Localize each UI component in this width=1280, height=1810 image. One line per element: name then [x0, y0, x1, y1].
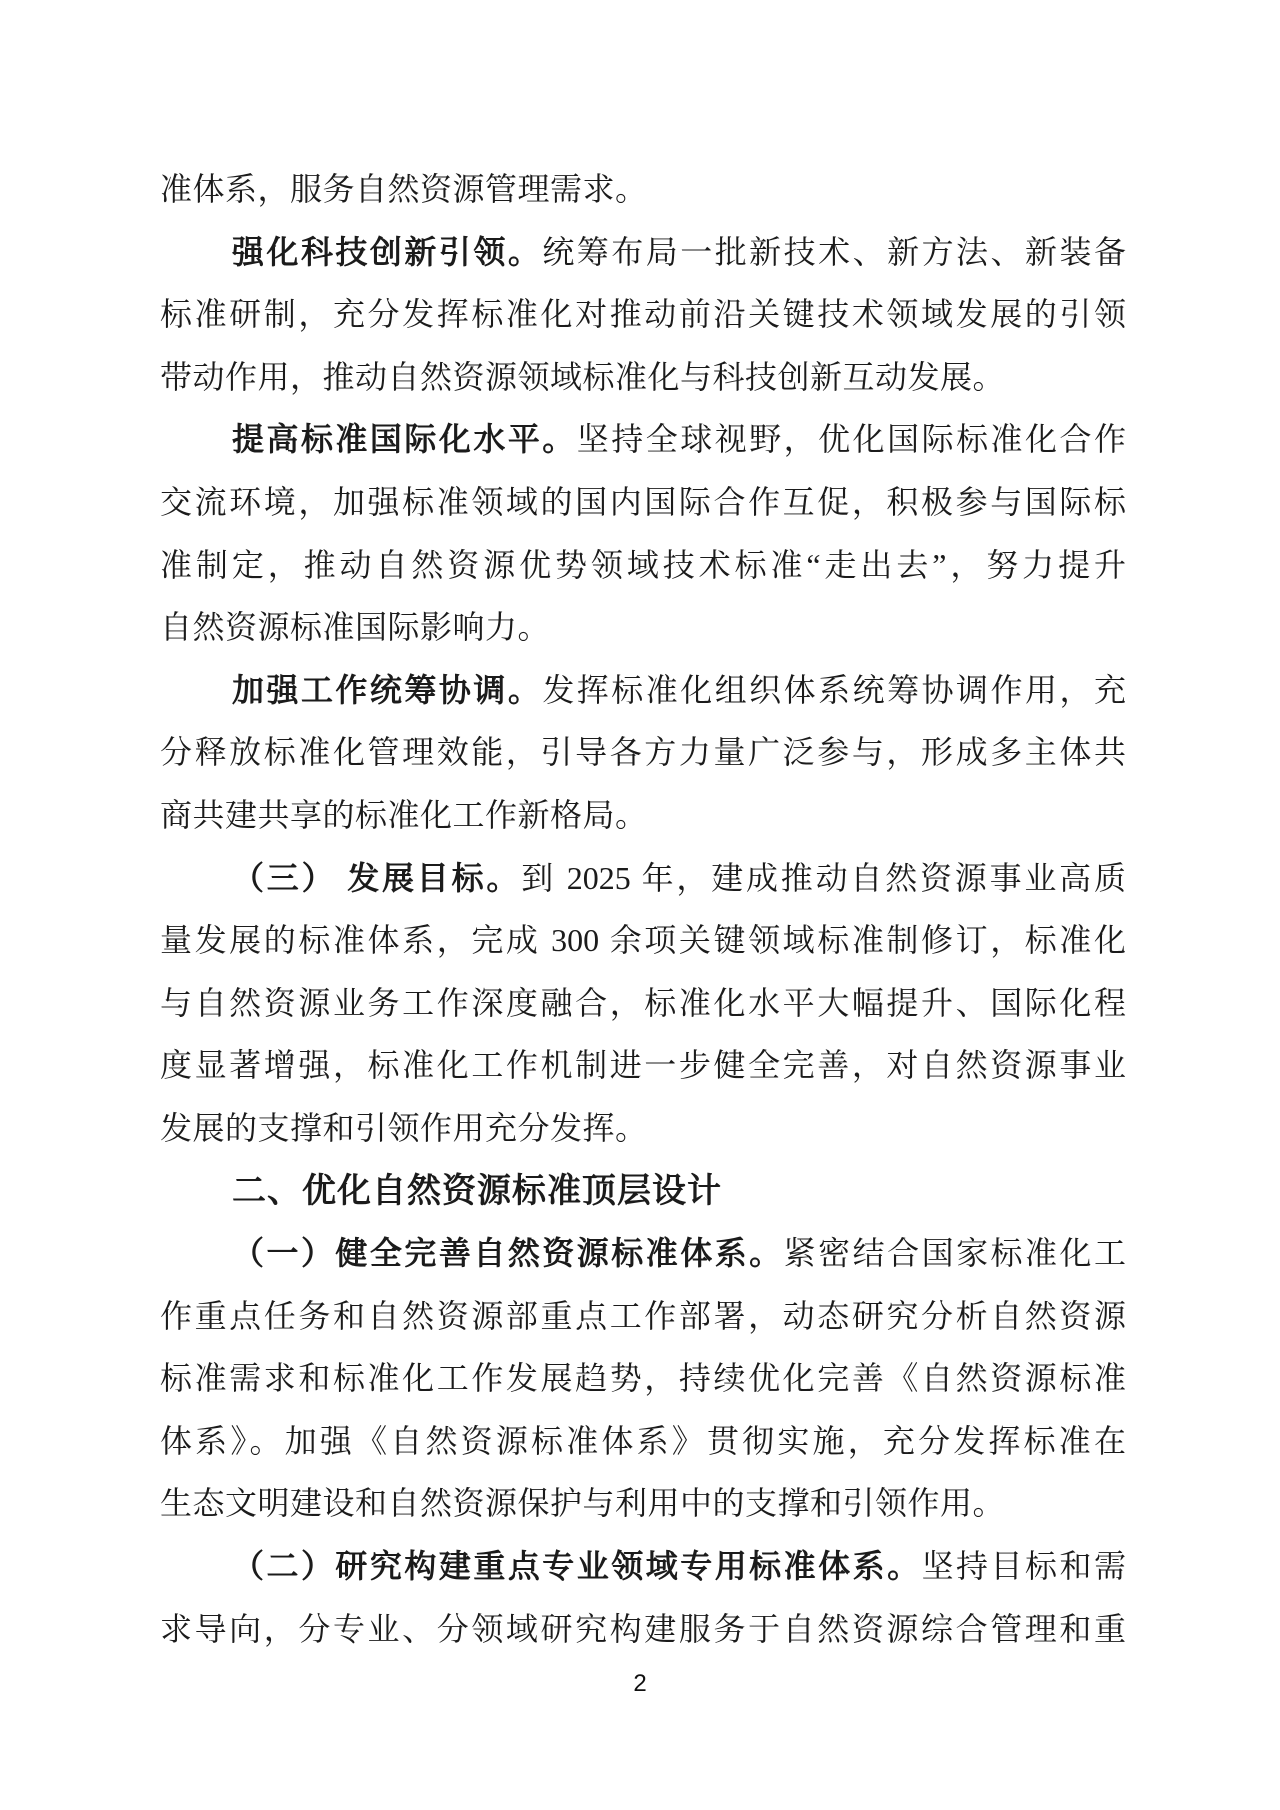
- text-line: [160, 1535, 1126, 1598]
- text-line: [160, 221, 1126, 284]
- text-line: [160, 1034, 1126, 1097]
- text-line: [160, 408, 1126, 471]
- paragraph-lead-bold: （二）研究构建重点专业领域专用标准体系。: [232, 1548, 922, 1585]
- paragraph-lead-bold: 强化科技创新引领。: [232, 233, 543, 270]
- paragraph-text: 到 2025 年，建成推动自然资源事业高质: [521, 859, 1126, 896]
- paragraph-text: 坚持全球视野，优化国际标准化合作: [576, 421, 1126, 458]
- paragraph-text: 生态文明建设和自然资源保护与利用中的支撑和引领作用。: [160, 1485, 1006, 1522]
- paragraph-text: 发展的支撑和引领作用充分发挥。: [160, 1109, 648, 1146]
- paragraph-lead-bold: 提高标准国际化水平。: [232, 421, 577, 458]
- text-line: [160, 596, 1126, 659]
- paragraph-text: 带动作用，推动自然资源领域标准化与科技创新互动发展。: [160, 358, 1006, 395]
- paragraph-text: 与自然资源业务工作深度融合，标准化水平大幅提升、国际化程: [160, 984, 1126, 1021]
- paragraph-text: 交流环境，加强标准领域的国内国际合作互促，积极参与国际标: [160, 483, 1126, 520]
- paragraph-text: 量发展的标准体系，完成 300 余项关键领域标准制修订，标准化: [160, 922, 1126, 959]
- text-line: [160, 471, 1126, 534]
- paragraph-text: 统筹布局一批新技术、新方法、新装备: [542, 233, 1126, 270]
- paragraph-text: 分释放标准化管理效能，引导各方力量广泛参与，形成多主体共: [160, 734, 1126, 771]
- document-body: [160, 158, 1126, 1660]
- paragraph-text: 紧密结合国家标准化工: [783, 1235, 1126, 1272]
- text-line: [160, 283, 1126, 346]
- section-heading: [160, 1160, 1126, 1223]
- paragraph-text: 准制定，推动自然资源优势领域技术标准“走出去”，努力提升: [160, 546, 1126, 583]
- text-line: [160, 1598, 1126, 1661]
- paragraph-text: 标准研制，充分发挥标准化对推动前沿关键技术领域发展的引领: [160, 296, 1126, 333]
- paragraph-lead-bold: （一）健全完善自然资源标准体系。: [232, 1235, 784, 1272]
- paragraph-text: 标准需求和标准化工作发展趋势，持续优化完善《自然资源标准: [160, 1360, 1126, 1397]
- text-line: [160, 1410, 1126, 1473]
- text-line: [160, 346, 1126, 409]
- paragraph-text: 自然资源标准国际影响力。: [160, 609, 551, 646]
- text-line: [160, 659, 1126, 722]
- paragraph-text: 坚持目标和需: [921, 1548, 1126, 1585]
- paragraph-text: 求导向，分专业、分领域研究构建服务于自然资源综合管理和重: [160, 1610, 1126, 1647]
- heading-text: 二、优化自然资源标准顶层设计: [232, 1171, 722, 1210]
- page-number: 2: [633, 1670, 647, 1697]
- text-line: [160, 1222, 1126, 1285]
- paragraph-text: 商共建共享的标准化工作新格局。: [160, 796, 648, 833]
- text-line: [160, 909, 1126, 972]
- paragraph-text: 作重点任务和自然资源部重点工作部署，动态研究分析自然资源: [160, 1297, 1126, 1334]
- text-line: [160, 534, 1126, 597]
- text-line: [160, 972, 1126, 1035]
- text-line: [160, 158, 1126, 221]
- text-line: [160, 784, 1126, 847]
- paragraph-text: 度显著增强，标准化工作机制进一步健全完善，对自然资源事业: [160, 1047, 1126, 1084]
- paragraph-lead-bold: （三） 发展目标。: [232, 859, 522, 896]
- text-line: [160, 1097, 1126, 1160]
- paragraph-text: 准体系，服务自然资源管理需求。: [160, 171, 648, 207]
- text-line: [160, 1285, 1126, 1348]
- paragraph-lead-bold: 加强工作统筹协调。: [232, 671, 543, 708]
- paragraph-text: 发挥标准化组织体系统筹协调作用，充: [542, 671, 1126, 708]
- text-line: [160, 847, 1126, 910]
- text-line: [160, 1347, 1126, 1410]
- text-line: [160, 1472, 1126, 1535]
- text-line: [160, 721, 1126, 784]
- paragraph-text: 体系》。加强《自然资源标准体系》贯彻实施，充分发挥标准在: [160, 1422, 1126, 1459]
